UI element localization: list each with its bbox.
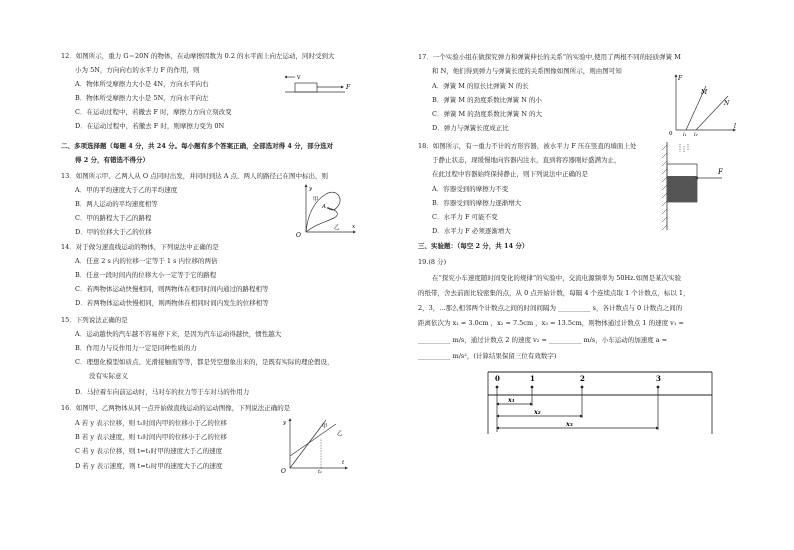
q12-option-b: B．物体所受摩擦力大小是 5N，方向水平向左 bbox=[75, 94, 209, 102]
q17-stem-line1: 17．一个实验小组在做探究弹力和弹簧伸长的关系”的实验中,使用了两根不同的轻质弹簧 M bbox=[418, 53, 681, 61]
q19-line3: 2，3，...那么相邻两个计数点之间的时间间隔为 __________ s，各计数点与 0 计数点之间的 bbox=[418, 304, 683, 312]
q17-fig-n: N bbox=[724, 100, 730, 107]
q15-option-d: D．马拉着车向前运动时，马对车的拉力等于车对马的作用力 bbox=[75, 388, 250, 396]
q16-option-b: B 若 y 表示速度，则 t₁时间内甲的位移小于乙的位移 bbox=[75, 433, 227, 441]
q16-stem: 16．如图甲、乙两物体从同一点开始做直线运动的运动图像，下列说法正确的是 bbox=[61, 404, 291, 412]
q18-figure bbox=[662, 140, 736, 232]
tape-label-0: 0 bbox=[495, 374, 500, 383]
q16-fig-y: y bbox=[283, 420, 287, 426]
q12-option-a: A．物体所受摩擦力大小是 4N，方向水平向右 bbox=[75, 80, 209, 88]
section2-heading-line1: 二、多项选择题（每题 4 分，共 24 分。每小题有多个答案正确，全部选对得 4 分，部分选对 bbox=[61, 142, 334, 150]
q17-option-a: A．弹簧 M 的原长比弹簧 N 的长 bbox=[432, 82, 529, 90]
q18-option-b: B．容器受到的摩擦力逐渐增大 bbox=[432, 199, 522, 207]
q17-fig-f: F bbox=[678, 75, 683, 82]
q16-fig-jia: 甲 bbox=[322, 424, 328, 430]
q16-fig-yi: 乙 bbox=[337, 431, 343, 437]
q13-option-c: C．甲的路程大于乙的路程 bbox=[75, 214, 152, 222]
q19-tape-figure bbox=[486, 368, 714, 434]
q16-option-a: A 若 y 表示位移，则 t₁时间内甲的位移小于乙的位移 bbox=[75, 419, 227, 427]
q17-figure bbox=[668, 72, 740, 138]
q19-line4: 距离依次为 x₁ = 3.0cm ，x₂ = 7.5cm ，x₃ = 13.5cm，则物体通过计数点 1 的速度 v₁ = bbox=[418, 319, 684, 327]
q19-line2: 的纸带，舍去前面比较密集的点，从 0 点开始计数，每隔 4 个连续点取 1 个计数点，标以 1， bbox=[418, 289, 690, 297]
q18-stem-line1: 18．如图所示，有一重力不计的方形容器，被水平力 F 压在竖直的墙面上处 bbox=[418, 142, 637, 150]
q17-fig-l1: l₁ bbox=[683, 132, 687, 138]
tape-label-1: 1 bbox=[530, 374, 535, 383]
q12-stem-line1: 12．如图所示，重力 G＝20N 的物体，在动摩擦因数为 0.2 的水平面上向左运动，同时受到大 bbox=[61, 52, 335, 60]
q17-fig-o: 0 bbox=[669, 131, 673, 137]
q15-option-c: C．理想化模型如质点、光滑接触面等等，都是凭空想象出来的，是既有实际的理论假设， bbox=[75, 358, 334, 366]
q16-fig-t: t bbox=[342, 460, 345, 466]
q14-option-c: C．若两物体运动快慢相同，则两物体在相同时间内通过的路程相等 bbox=[75, 285, 269, 293]
tape-x2-label: x₂ bbox=[534, 408, 541, 416]
q17-fig-l: l bbox=[734, 123, 736, 130]
q13-figure bbox=[294, 182, 360, 238]
q16-fig-o: O bbox=[281, 468, 286, 474]
q18-option-d: D．水平力 F 必须逐渐增大 bbox=[432, 227, 511, 235]
q13-fig-x: x bbox=[352, 224, 356, 230]
q13-option-d: D．甲的位移大于乙的位移 bbox=[75, 228, 152, 236]
q17-option-d: D．弹力与弹簧长度成正比 bbox=[432, 124, 509, 132]
tape-label-3: 3 bbox=[656, 374, 661, 383]
q14-option-b: B．任意一段时间内的位移大小一定等于它的路程 bbox=[75, 271, 217, 279]
section2-heading-line2: 得 2 分，有错选不得分） bbox=[75, 156, 150, 164]
q12-option-d: D．在运动过程中，若撤去 F 时，则摩擦力变为 0N bbox=[75, 122, 225, 130]
q12-stem-line2: 小为 5N，方向向右的水平力 F 的作用，则 bbox=[75, 66, 200, 74]
q15-option-b: B．作用力与反作用力一定是同种性质的力 bbox=[75, 344, 197, 352]
q12-figure bbox=[285, 70, 355, 98]
q14-option-a: A．任意 2 s 内的位移一定等于 1 s 内位移的两倍 bbox=[75, 257, 218, 265]
q13-fig-o: O bbox=[296, 232, 301, 238]
q18-fig-f: F bbox=[718, 168, 723, 176]
q17-option-b: B．弹簧 M 的劲度系数比弹簧 N 的小 bbox=[432, 96, 542, 104]
q18-option-c: C．水平力 F 可能不变 bbox=[432, 213, 498, 221]
tape-x1-label: x₁ bbox=[508, 396, 515, 404]
q13-fig-yi: 乙 bbox=[334, 225, 340, 231]
q19-line1: 在“探究小车速度随时间变化的规律”的实验中，交流电源频率为 50Hz.如图是某次实验 bbox=[432, 274, 682, 282]
q16-option-c: C 若 y 表示位移，则 t=t₁时甲的速度大于乙的速度 bbox=[75, 447, 223, 455]
q17-option-c: C．弹簧 M 的劲度系数比弹簧 N 的大 bbox=[432, 110, 543, 118]
q15-option-c-cont: 没有实际意义 bbox=[89, 372, 128, 380]
q19-line5: __________ m/s，通过计数点 2 的速度 v₂ = __________ m/s，小车运动的加速度 a = bbox=[418, 336, 668, 344]
q12-fig-f-label: F bbox=[346, 84, 351, 91]
q16-option-d: D 若 y 表示速度，则 t=t₁时甲的速度大于乙的速度 bbox=[75, 462, 223, 470]
q18-stem-line2: 于静止状态，现缓慢地向容器内注水，直到将容器刚好盛满为止， bbox=[432, 156, 621, 164]
q15-stem: 15．下列说法正确的是 bbox=[61, 316, 128, 324]
q16-fig-t1: t₁ bbox=[318, 469, 323, 474]
q12-option-c: C．在运动过程中，若撤去 F 时，摩擦力方向立刻改变 bbox=[75, 108, 232, 116]
section3-heading: 三、实验题：（每空 2 分，共 14 分） bbox=[418, 242, 529, 250]
tape-x3-label: x₃ bbox=[566, 420, 573, 428]
q19-line6: __________ m/s²，(计算结果保留三位有效数字) bbox=[418, 352, 557, 360]
q19-head: 19.(8 分) bbox=[418, 258, 447, 266]
q14-stem: 14．对于做匀速直线运动的物体，下列说法中正确的是 bbox=[61, 243, 219, 251]
q13-fig-jia: 甲 bbox=[313, 197, 319, 203]
q18-stem-line3: 在此过程中容器始终保持静止，则下列说法中正确的是 bbox=[432, 170, 588, 178]
q13-option-a: A．甲的平均速度大于乙的平均速度 bbox=[75, 186, 178, 194]
q17-fig-m: M bbox=[701, 89, 708, 96]
q13-fig-a: A bbox=[322, 204, 326, 210]
q14-option-d: D．若两物体运动快慢相同，则两物体在相同时间内发生的位移相等 bbox=[75, 299, 269, 307]
q13-stem: 13．如图所示甲、乙两人从 O 点同时出发，并同时到达 A 点，两人的路径已在图中标出，则 bbox=[61, 172, 329, 180]
q16-figure bbox=[280, 416, 352, 474]
q13-option-b: B．两人运动的平均速度相等 bbox=[75, 200, 158, 208]
q15-option-a: A．运动越快的汽车越不容易停下来，是因为汽车运动得越快，惯性越大 bbox=[75, 330, 282, 338]
q17-stem-line2: 和 N，他们得到弹力与弹簧长度的关系图像如图所示，则由图可知 bbox=[432, 67, 622, 75]
q12-fig-v-label: v bbox=[297, 74, 301, 81]
q18-option-a: A．容器受到的摩擦力不变 bbox=[432, 185, 509, 193]
q13-fig-y: y bbox=[309, 186, 313, 192]
tape-label-2: 2 bbox=[580, 374, 585, 383]
q17-fig-l2: l₂ bbox=[694, 132, 698, 138]
